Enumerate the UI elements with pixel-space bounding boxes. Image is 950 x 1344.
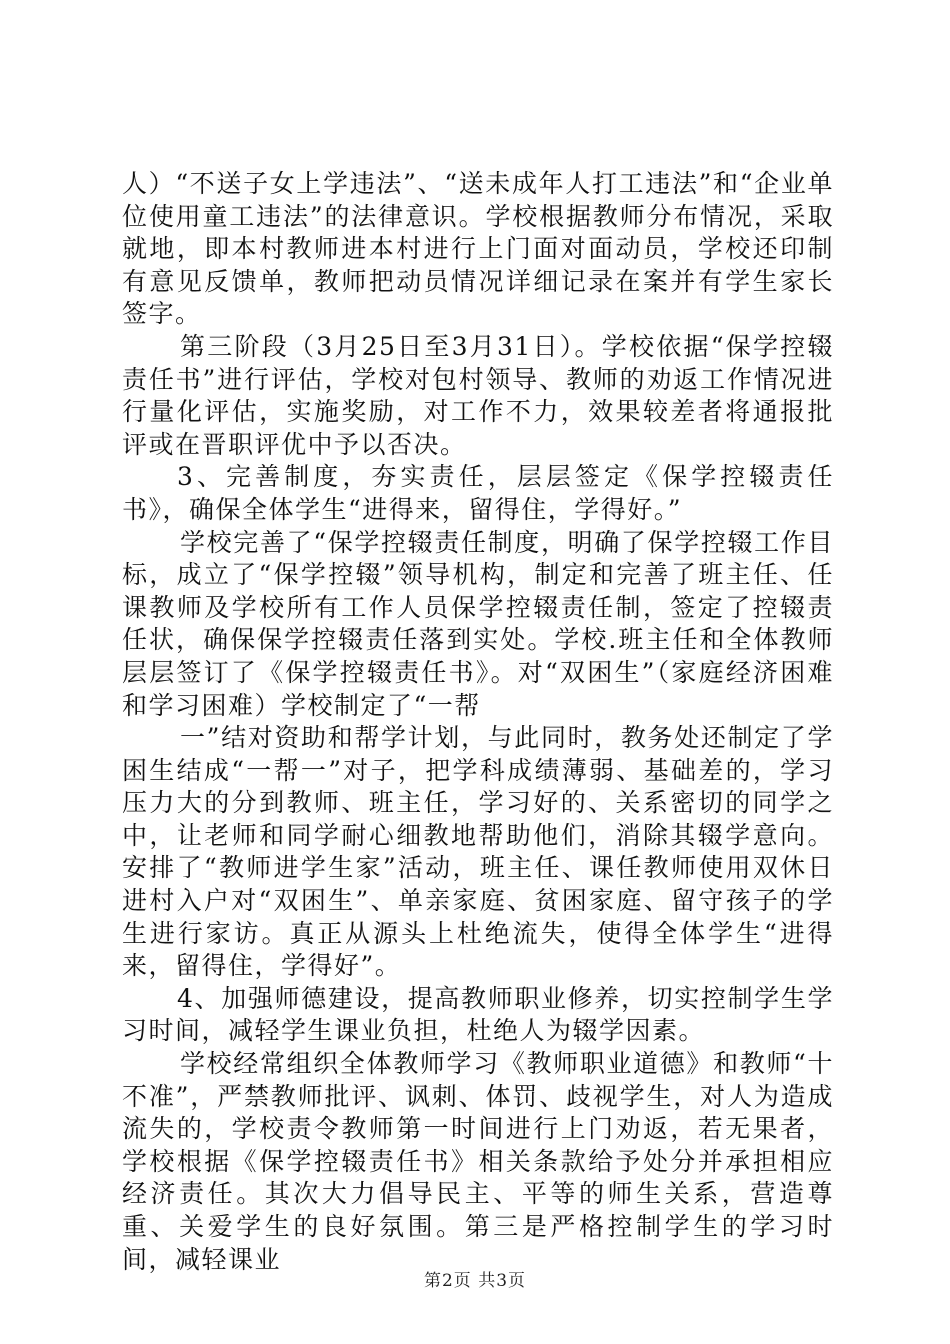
page-number-footer: 第2页 共3页 — [423, 1271, 527, 1291]
paragraph-5: 一”结对资助和帮学计划，与此同时，教务处还制定了学困生结成“一帮一”对子，把学科成绩薄弱、基础差的，学习压力大的分到教师、班主任，学习好的、关系密切的同学之中，让老师和同学耐心细教地帮助他们，消除其辍学意向。安排了“教师进学生家”活动，班主任、课任教师使用双休日进村入户对“双困生”、单亲家庭、贫困家庭、留守孩子的学生进行家访。真正从源头上杜绝流失，使得全体学生“进得来，留得住，学得好”。 — [122, 723, 834, 981]
section-heading-3: 3、完善制度，夯实责任，层层签定《保学控辍责任书》，确保全体学生“进得来，留得住，学得好。” — [122, 462, 834, 524]
paragraph-2: 第三阶段（3月25日至3月31日）。学校依据“保学控辍责任书”进行评估，学校对包村领导、教师的劝返工作情况进行量化评估，实施奖励，对工作不力，效果较差者将通报批评或在晋职评优中予以否决。 — [122, 331, 834, 459]
document-body — [122, 168, 834, 1276]
section-heading-4: 4、加强师德建设，提高教师职业修养，切实控制学生学习时间，减轻学生课业负担，杜绝人为辍学因素。 — [122, 983, 834, 1046]
paragraph-4: 学校完善了“保学控辍责任制度，明确了保学控辍工作目标，成立了“保学控辍”领导机构，制定和完善了班主任、任课教师及学校所有工作人员保学控辍责任制，签定了控辍责任状，确保保学控辍责任落到实处。学校.班主任和全体教师层层签订了《保学控辍责任书》。对“双困生”（家庭经济困难和学习困难）学校制定了“一帮 — [122, 527, 834, 720]
paragraph-1: 人）“不送子女上学违法”、“送未成年人打工违法”和“企业单位使用童工违法”的法律意识。学校根据教师分布情况，采取就地，即本村教师进本村进行上门面对面动员，学校还印制有意见反馈单，教师把动员情况详细记录在案并有学生家长签字。 — [122, 169, 834, 329]
paragraph-7: 学校经常组织全体教师学习《教师职业道德》和教师“十不准”，严禁教师批评、讽刺、体罚、歧视学生，对人为造成流失的，学校责令教师第一时间进行上门劝返，若无果者，学校根据《保学控辍责任书》相关条款给予处分并承担相应经济责任。其次大力倡导民主、平等的师生关系，营造尊重、关爱学生的良好氛围。第三是严格控制学生的学习时间，减轻课业 — [122, 1049, 834, 1274]
